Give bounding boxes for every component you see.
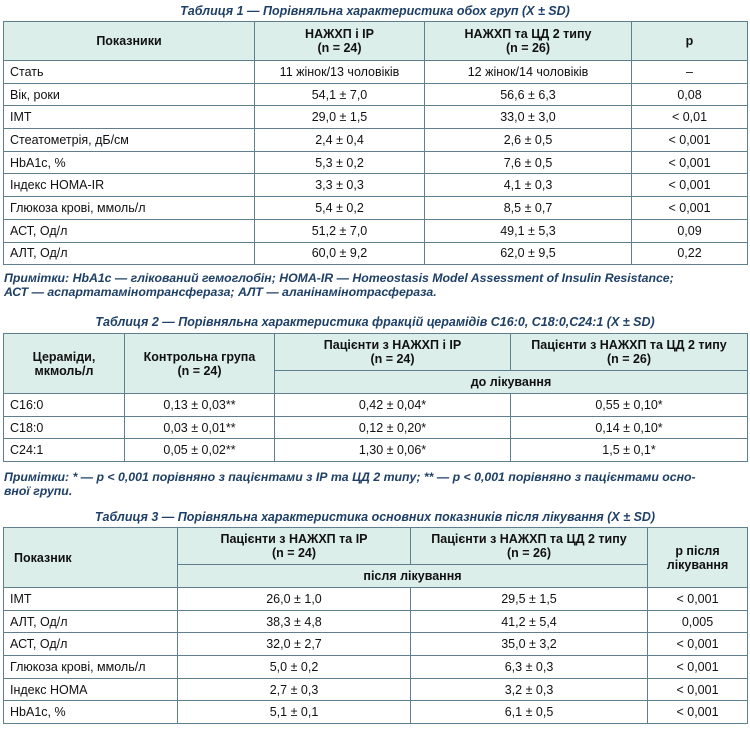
table-cell: 29,0 ± 1,5	[255, 106, 425, 129]
table1-notes	[4, 271, 746, 299]
table-cell: < 0,001	[632, 197, 748, 220]
table-cell: 41,2 ± 5,4	[411, 610, 648, 633]
table-cell: 6,1 ± 0,5	[411, 701, 648, 724]
table-cell: 56,6 ± 6,3	[425, 83, 632, 106]
table-cell: 62,0 ± 9,5	[425, 242, 632, 265]
table-row	[4, 588, 748, 611]
row-label: Стеатометрія, дБ/см	[4, 129, 255, 152]
table2-header-group2-title: Пацієнти з НАЖХП та ЦД 2 типу	[531, 338, 727, 352]
table-row	[4, 83, 748, 106]
table-row	[4, 439, 748, 462]
table-cell: < 0,001	[632, 129, 748, 152]
table-cell: 2,4 ± 0,4	[255, 129, 425, 152]
table3-header-group1	[178, 528, 411, 565]
row-label: АСТ, Од/л	[4, 633, 178, 656]
table-cell: 26,0 ± 1,0	[178, 588, 411, 611]
row-label: АСТ, Од/л	[4, 219, 255, 242]
table-row	[4, 416, 748, 439]
table1-caption: Таблиця 1 — Порівняльна характеристика обох груп (X ± SD)	[180, 4, 570, 18]
table-cell: 0,22	[632, 242, 748, 265]
table-cell: 0,14 ± 0,10*	[511, 416, 748, 439]
table1-header-group2-n: (n = 26)	[505, 41, 551, 55]
table2-note-line1: Примітки: * — р < 0,001 порівняно з пацієнтами з ІР та ЦД 2 типу; ** — р < 0,001 порівняно з пацієнтами осно-	[4, 470, 696, 484]
table-cell: 32,0 ± 2,7	[178, 633, 411, 656]
table-cell: 3,2 ± 0,3	[411, 678, 648, 701]
table-cell: < 0,001	[648, 701, 748, 724]
row-label: АЛТ, Од/л	[4, 242, 255, 265]
table-row	[4, 219, 748, 242]
row-label: Індекс HOMA	[4, 678, 178, 701]
row-label: С18:0	[4, 416, 125, 439]
table-cell: 1,30 ± 0,06*	[275, 439, 511, 462]
table-cell: 0,42 ± 0,04*	[275, 394, 511, 417]
table2-body	[4, 394, 748, 462]
table3-body	[4, 588, 748, 724]
row-label: ІМТ	[4, 106, 255, 129]
table-cell: < 0,001	[648, 588, 748, 611]
table2-header-group1-n: (n = 24)	[370, 352, 415, 366]
row-label: ІМТ	[4, 588, 178, 611]
table-row	[4, 61, 748, 84]
table-cell: 2,7 ± 0,3	[178, 678, 411, 701]
table-cell: < 0,001	[648, 633, 748, 656]
table1-header-group1-title: НАЖХП і ІР	[305, 27, 374, 41]
row-label: Стать	[4, 61, 255, 84]
table3-header-p-line1: р після	[675, 543, 720, 558]
row-label: Глюкоза крові, ммоль/л	[4, 197, 255, 220]
table1-header-indicator: Показники	[4, 22, 255, 61]
row-label: HbA1c, %	[4, 151, 255, 174]
table-cell: 12 жінок/14 чоловіків	[425, 61, 632, 84]
table3-header-p-line2: лікування	[666, 557, 729, 572]
table-cell: 0,03 ± 0,01**	[125, 416, 275, 439]
table3-header-row	[4, 528, 748, 565]
table-cell: 33,0 ± 3,0	[425, 106, 632, 129]
table-cell: –	[632, 61, 748, 84]
table-cell: 1,5 ± 0,1*	[511, 439, 748, 462]
table-cell: 5,0 ± 0,2	[178, 656, 411, 679]
table2-header-control-n: (n = 24)	[177, 363, 222, 378]
table1-header-group2-title: НАЖХП та ЦД 2 типу	[464, 27, 592, 41]
table-row	[4, 656, 748, 679]
table1-header-group2	[425, 22, 632, 61]
table-cell: 0,12 ± 0,20*	[275, 416, 511, 439]
table3-header-group2-title: Пацієнти з НАЖХП та ЦД 2 типу	[431, 532, 627, 546]
table-cell: 54,1 ± 7,0	[255, 83, 425, 106]
table3	[3, 527, 748, 724]
table-row	[4, 633, 748, 656]
table-cell: 8,5 ± 0,7	[425, 197, 632, 220]
table-row	[4, 106, 748, 129]
table1-header-p: p	[632, 22, 748, 61]
table2-header-ceramides	[4, 334, 125, 394]
table-cell: 29,5 ± 1,5	[411, 588, 648, 611]
table1-note-line2: АСТ — аспартатамінотрансфераза; АЛТ — аланінамінотрасфераза.	[4, 285, 437, 299]
table2-header-group2	[511, 334, 748, 371]
table-row	[4, 701, 748, 724]
row-label: С24:1	[4, 439, 125, 462]
table1-header-group1-n: (n = 24)	[317, 41, 362, 55]
table-cell: < 0,001	[648, 678, 748, 701]
table-cell: 60,0 ± 9,2	[255, 242, 425, 265]
table1	[3, 21, 748, 265]
table2-header-ceramides-line1: Цераміди,	[32, 349, 96, 364]
table2-header-control	[125, 334, 275, 394]
table2	[3, 333, 748, 462]
table-cell: 0,005	[648, 610, 748, 633]
table-row	[4, 610, 748, 633]
table2-header-group1-title: Пацієнти з НАЖХП і ІР	[323, 338, 462, 352]
table-cell: 4,1 ± 0,3	[425, 174, 632, 197]
table-cell: < 0,001	[632, 151, 748, 174]
table1-note-line1: Примітки: HbA1c — глікований гемоглобін; HOMA-IR — Homeostasis Model Assessment of Insulin Resistance;	[4, 271, 674, 285]
table3-header-group1-n: (n = 24)	[271, 546, 317, 560]
table-cell: 0,13 ± 0,03**	[125, 394, 275, 417]
table-row	[4, 678, 748, 701]
table2-header-ceramides-line2: мкмоль/л	[34, 363, 94, 378]
row-label: Глюкоза крові, ммоль/л	[4, 656, 178, 679]
table-cell: < 0,01	[632, 106, 748, 129]
table-cell: 38,3 ± 4,8	[178, 610, 411, 633]
table-cell: 51,2 ± 7,0	[255, 219, 425, 242]
table-cell: 0,05 ± 0,02**	[125, 439, 275, 462]
table3-header-group2-n: (n = 26)	[506, 546, 552, 560]
table2-notes	[4, 470, 746, 498]
row-label: HbA1c, %	[4, 701, 178, 724]
row-label: С16:0	[4, 394, 125, 417]
row-label: АЛТ, Од/л	[4, 610, 178, 633]
table1-body	[4, 61, 748, 265]
table3-header-indicator: Показник	[4, 528, 178, 588]
table-cell: 49,1 ± 5,3	[425, 219, 632, 242]
table-cell: 5,1 ± 0,1	[178, 701, 411, 724]
table2-subheader: до лікування	[275, 371, 748, 394]
table2-header-group2-n: (n = 26)	[606, 352, 652, 366]
table2-header-control-title: Контрольна група	[143, 349, 256, 364]
table3-caption: Таблиця 3 — Порівняльна характеристика основних показників після лікування (X ± SD)	[94, 510, 656, 524]
table-cell: 35,0 ± 3,2	[411, 633, 648, 656]
table-row	[4, 129, 748, 152]
table-cell: 2,6 ± 0,5	[425, 129, 632, 152]
table-cell: 5,3 ± 0,2	[255, 151, 425, 174]
table1-header-row	[4, 22, 748, 61]
table-cell: 0,09	[632, 219, 748, 242]
table1-header-group1	[255, 22, 425, 61]
table-cell: 0,55 ± 0,10*	[511, 394, 748, 417]
table2-note-line2: вної групи.	[4, 484, 73, 498]
table-row	[4, 242, 748, 265]
table-cell: 11 жінок/13 чоловіків	[255, 61, 425, 84]
table3-header-group1-title: Пацієнти з НАЖХП та ІР	[220, 532, 368, 546]
table-cell: 3,3 ± 0,3	[255, 174, 425, 197]
row-label: Вік, роки	[4, 83, 255, 106]
table-cell: 5,4 ± 0,2	[255, 197, 425, 220]
table-row	[4, 174, 748, 197]
table-row	[4, 151, 748, 174]
row-label: Індекс HOMA-IR	[4, 174, 255, 197]
table3-header-p	[648, 528, 748, 588]
table-cell: 7,6 ± 0,5	[425, 151, 632, 174]
table-cell: < 0,001	[648, 656, 748, 679]
table3-subheader: після лікування	[178, 565, 648, 588]
table-row	[4, 197, 748, 220]
table-cell: 6,3 ± 0,3	[411, 656, 648, 679]
table2-caption: Таблиця 2 — Порівняльна характеристика фракцій церамідів С16:0, С18:0,С24:1 (X ± SD)	[95, 315, 655, 329]
table-row	[4, 394, 748, 417]
table2-header-row	[4, 334, 748, 371]
table-cell: < 0,001	[632, 174, 748, 197]
table3-header-group2	[411, 528, 648, 565]
table2-header-group1	[275, 334, 511, 371]
table-cell: 0,08	[632, 83, 748, 106]
